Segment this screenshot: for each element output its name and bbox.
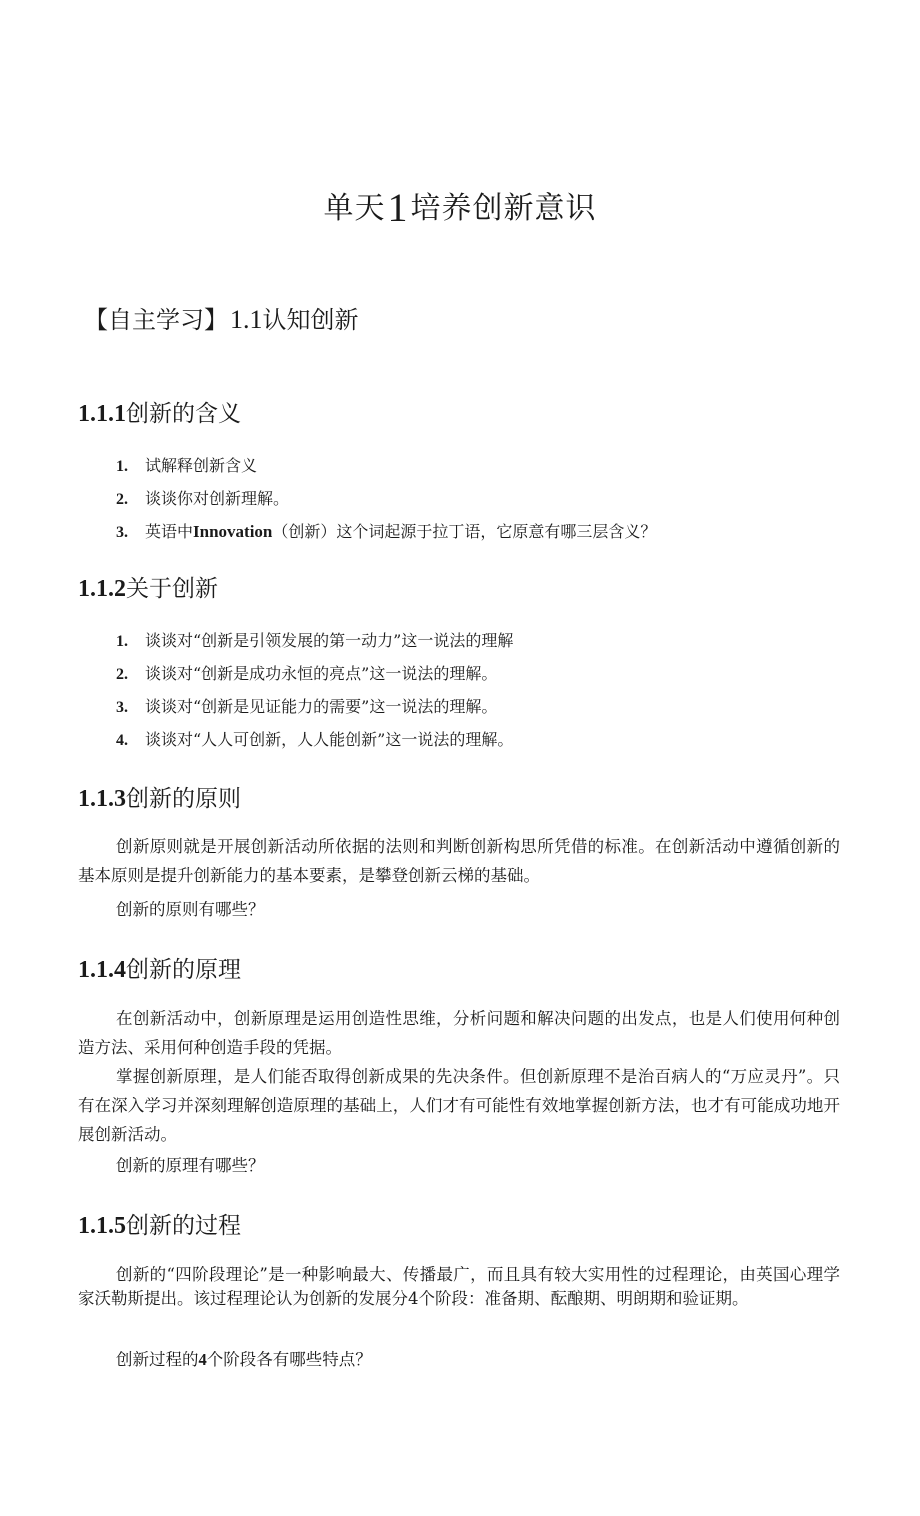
unit-number: 1 [387, 185, 409, 230]
paragraph: 创新过程的4个阶段各有哪些特点？ [116, 1350, 372, 1369]
paragraph: 在创新活动中，创新原理是运用创造性思维，分析问题和解决问题的出发点，也是人们使用何种创造方法、采用何种创造手段的凭据。 [78, 1009, 840, 1057]
paragraph: 创新的原则有哪些？ [116, 900, 265, 919]
unit-title-prefix: 单天 [323, 191, 386, 226]
unit-title [0, 183, 920, 231]
paragraph: 创新的“四阶段理论”是一种影响最大、传播最广，而且具有较大实用性的过程理论，由英国心理学家沃勒斯提出。该过程理论认为创新的发展分4个阶段：准备期、酝酿期、明朗期和验证期。 [78, 1265, 840, 1308]
list-item: 2. 谈谈对“创新是成功永恒的亮点”这一说法的理解。 [116, 664, 498, 683]
section-heading-1-1-5: 1.1.5创新的过程 [78, 1213, 241, 1239]
list-item: 2. 谈谈你对创新理解。 [116, 489, 290, 508]
list-item: 3. 谈谈对“创新是见证能力的需要”这一说法的理解。 [116, 697, 498, 716]
section-heading-1-1-1: 1.1.1创新的含义 [78, 401, 241, 427]
module-label: 【自主学习】 [84, 306, 228, 334]
module-code: 1.1 [230, 305, 263, 334]
section-heading-1-1-3: 1.1.3创新的原则 [78, 786, 241, 812]
list-item: 1. 谈谈对“创新是引领发展的第一动力”这一说法的理解 [116, 631, 514, 650]
section-heading-1-1-2: 1.1.2关于创新 [78, 576, 218, 602]
paragraph: 掌握创新原理，是人们能否取得创新成果的先决条件。但创新原理不是治百病人的“万应灵丹”。只有在深入学习并深刻理解创造原理的基础上，人们才有可能性有效地掌握创新方法，也才有可能成功地开展创新活动。 [78, 1067, 840, 1144]
list-item: 3. 英语中Innovation（创新）这个词起源于拉丁语，它原意有哪三层含义？ [116, 522, 657, 541]
section-heading-1-1-4: 1.1.4创新的原理 [78, 957, 241, 983]
unit-title-text: 培养创新意识 [410, 191, 597, 226]
list-item: 1. 试解释创新含义 [116, 456, 258, 475]
module-heading [84, 300, 359, 335]
paragraph: 创新原则就是开展创新活动所依据的法则和判断创新构思所凭借的标准。在创新活动中遵循创新的基本原则是提升创新能力的基本要素，是攀登创新云梯的基础。 [78, 837, 840, 885]
paragraph: 创新的原理有哪些？ [116, 1156, 265, 1175]
list-item: 4. 谈谈对“人人可创新，人人能创新”这一说法的理解。 [116, 730, 514, 749]
module-name: 认知创新 [262, 306, 359, 334]
